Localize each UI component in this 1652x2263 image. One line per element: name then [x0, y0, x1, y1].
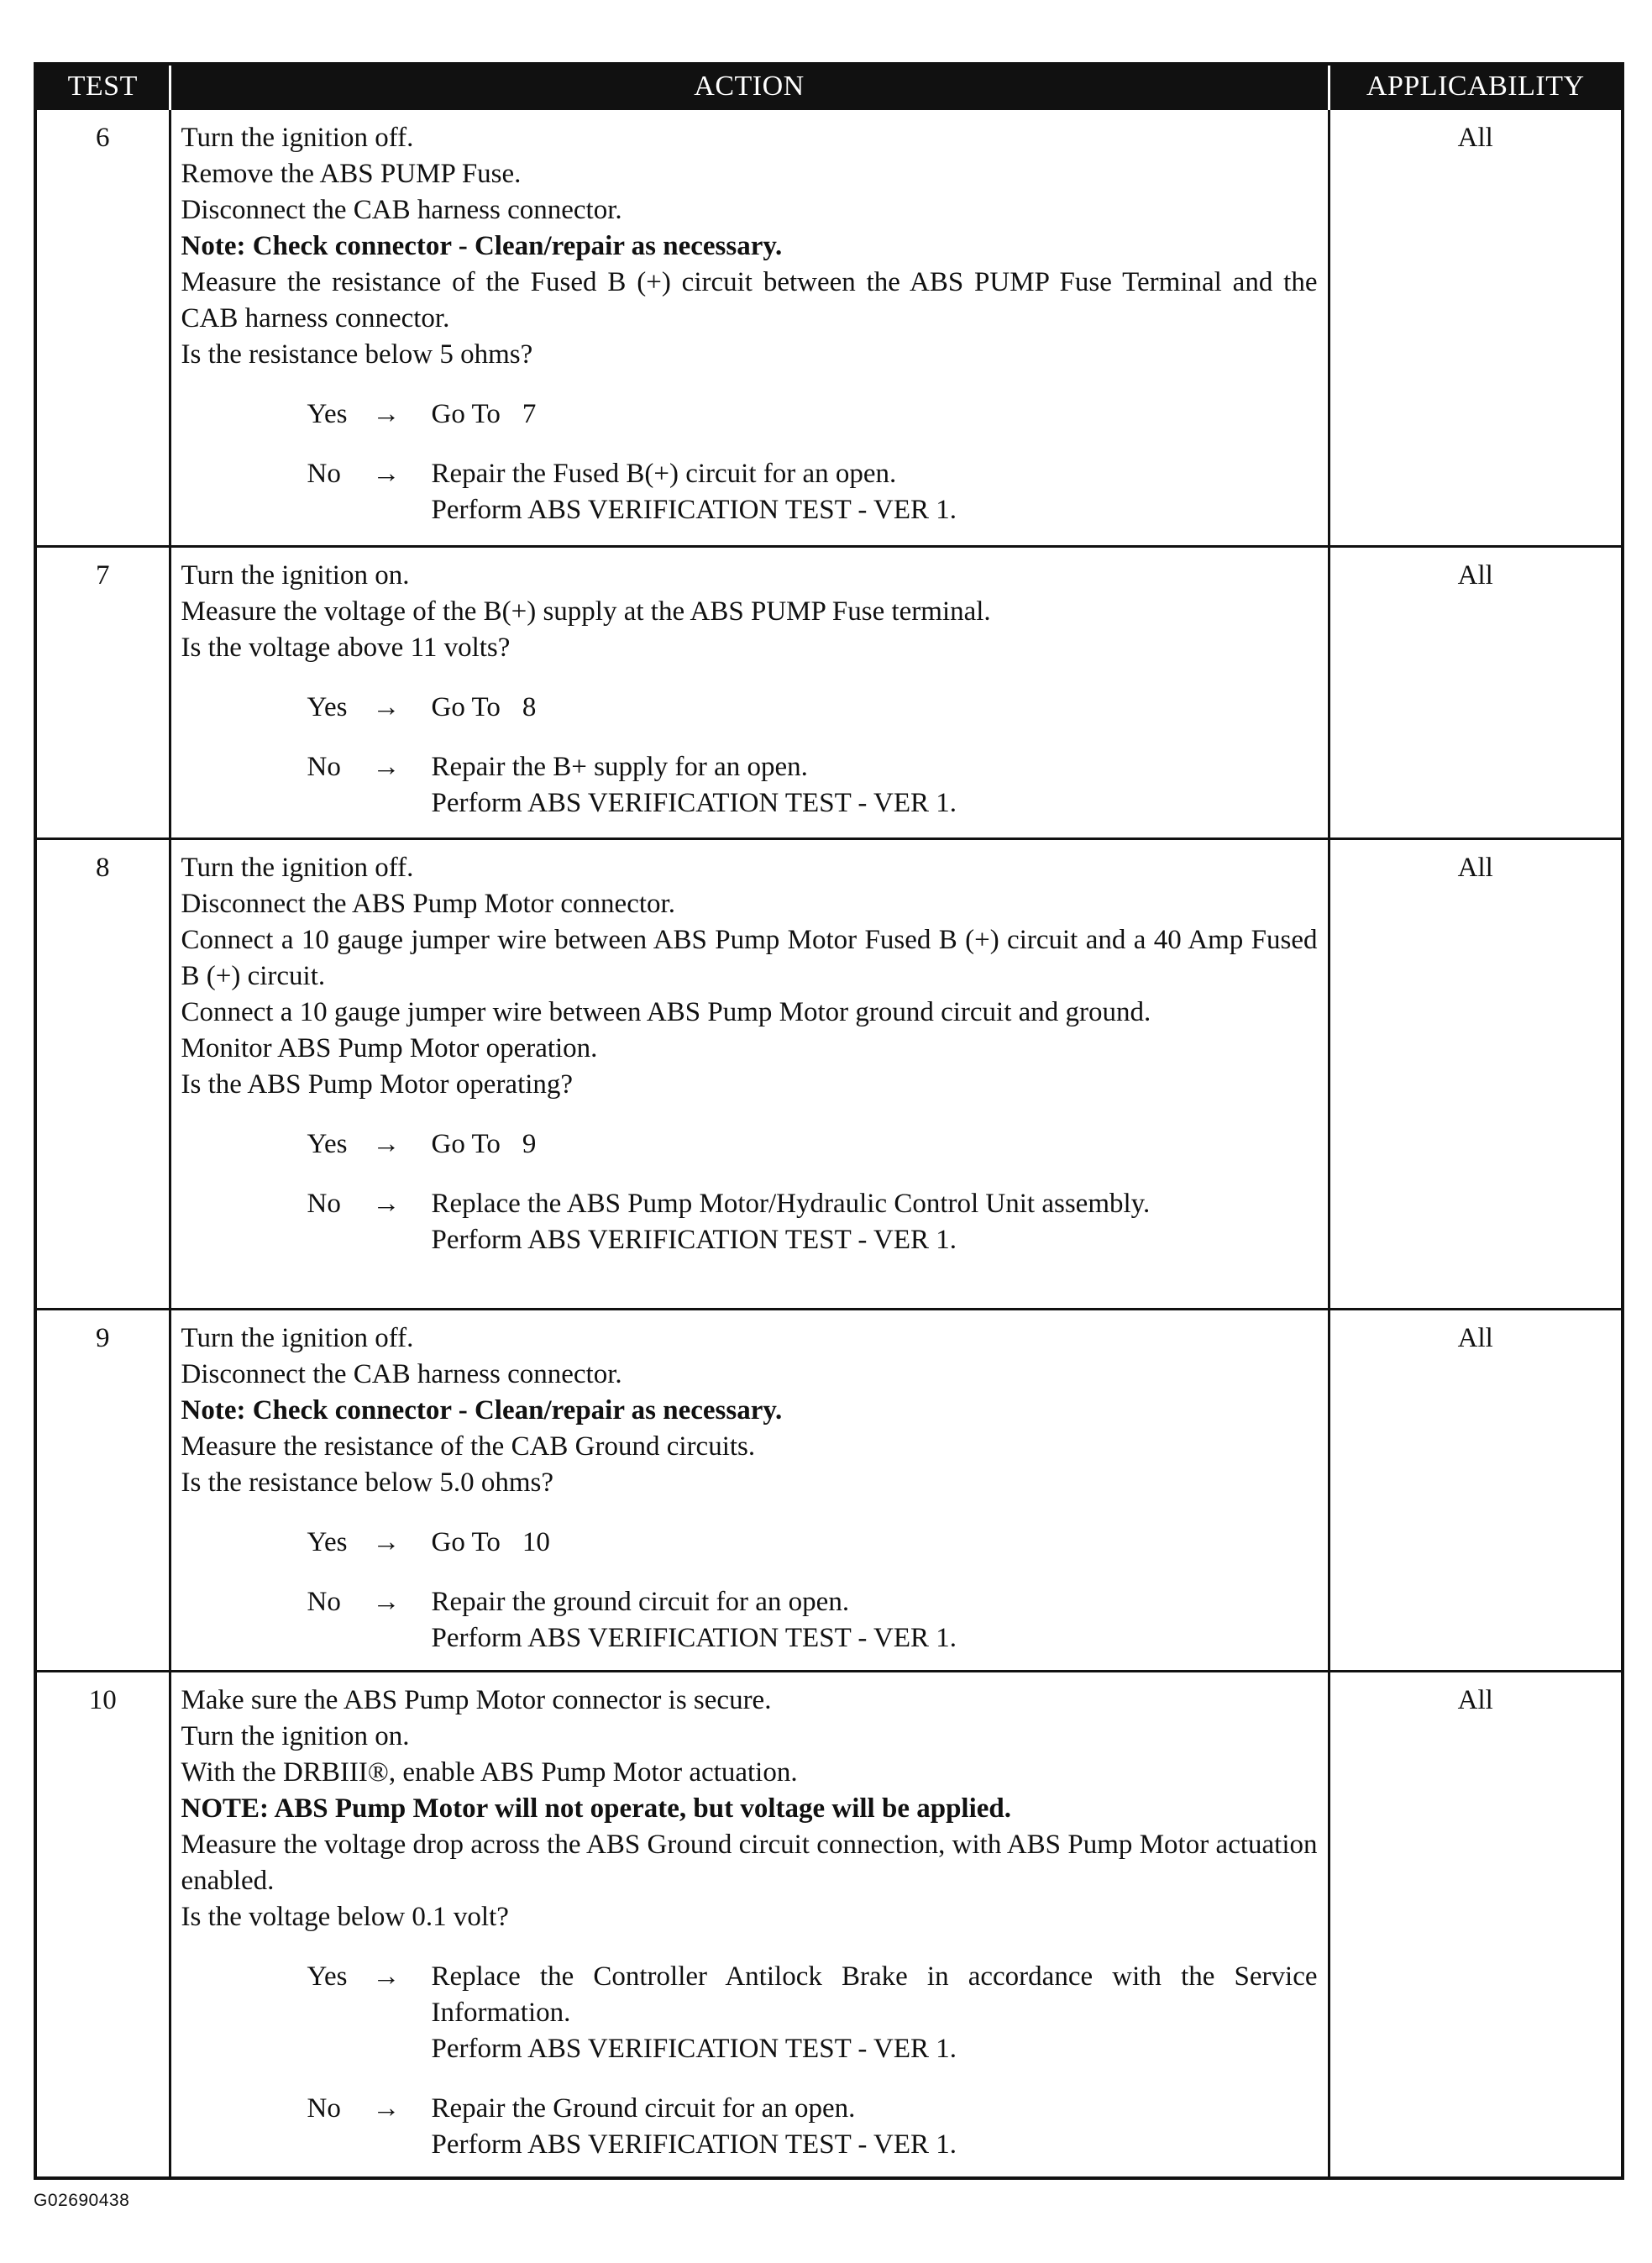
arrow-icon: →	[372, 1189, 401, 1219]
action-step: Connect a 10 gauge jumper wire between ABS Pump Motor Fused B (+) circuit and a 40 Amp Fused B (+) circuit.	[181, 925, 1318, 991]
result-text: Replace the Controller Antilock Brake in accordance with the Service Information.	[431, 1961, 1318, 2028]
action-step: Monitor ABS Pump Motor operation.	[181, 1033, 598, 1063]
no-option	[181, 1584, 1318, 1657]
result-text: Perform ABS VERIFICATION TEST - VER 1.	[431, 2034, 957, 2064]
figure-id: G02690438	[34, 2191, 130, 2210]
goto-target: 7	[522, 399, 537, 429]
action-cell	[170, 1310, 1329, 1672]
test-row-7	[35, 547, 1623, 839]
action-step: Disconnect the CAB harness connector.	[181, 195, 622, 225]
action-step: Turn the ignition off.	[181, 1323, 414, 1353]
action-step: Turn the ignition on.	[181, 560, 410, 591]
action-step: Remove the ABS PUMP Fuse.	[181, 159, 522, 189]
result-text: Repair the ground circuit for an open.	[431, 1587, 850, 1617]
arrow-icon: →	[372, 1961, 401, 1992]
arrow-icon: →	[372, 692, 401, 722]
result-text: Repair the Fused B(+) circuit for an open.	[431, 459, 897, 489]
test-number: 6	[35, 109, 170, 547]
question-text: Is the resistance below 5.0 ohms?	[181, 1468, 554, 1498]
action-cell	[170, 109, 1329, 547]
test-row-10	[35, 1672, 1623, 2179]
diagnostic-test-table	[34, 62, 1624, 2180]
goto-target: 8	[522, 692, 537, 722]
action-cell	[170, 1672, 1329, 2179]
result-text: Perform ABS VERIFICATION TEST - VER 1.	[431, 1225, 957, 1255]
result-text: Perform ABS VERIFICATION TEST - VER 1.	[431, 2129, 957, 2160]
no-option	[181, 2091, 1318, 2163]
no-option	[181, 1186, 1318, 1258]
yes-option	[181, 1959, 1318, 2067]
arrow-icon: →	[372, 399, 401, 429]
goto-text: Go To	[431, 1129, 501, 1159]
applicability-value: All	[1329, 547, 1623, 839]
arrow-icon: →	[372, 752, 401, 782]
test-number: 8	[35, 839, 170, 1310]
table-header	[35, 64, 1623, 109]
action-step: Disconnect the CAB harness connector.	[181, 1359, 622, 1389]
yes-label: Yes	[307, 1961, 348, 1992]
note-text: NOTE: ABS Pump Motor will not operate, but voltage will be applied.	[181, 1793, 1012, 1824]
test-number: 9	[35, 1310, 170, 1672]
question-text: Is the voltage below 0.1 volt?	[181, 1902, 509, 1932]
action-step: Disconnect the ABS Pump Motor connector.	[181, 889, 675, 919]
arrow-icon: →	[372, 1587, 401, 1617]
no-option	[181, 749, 1318, 822]
test-number: 10	[35, 1672, 170, 2179]
result-text: Perform ABS VERIFICATION TEST - VER 1.	[431, 788, 957, 818]
arrow-icon: →	[372, 459, 401, 489]
arrow-icon: →	[372, 1527, 401, 1557]
header-action: ACTION	[170, 64, 1329, 109]
result-text: Perform ABS VERIFICATION TEST - VER 1.	[431, 495, 957, 525]
test-row-9	[35, 1310, 1623, 1672]
action-step: With the DRBIII®, enable ABS Pump Motor actuation.	[181, 1757, 798, 1788]
applicability-value: All	[1329, 839, 1623, 1310]
result-text: Perform ABS VERIFICATION TEST - VER 1.	[431, 1623, 957, 1653]
yes-label: Yes	[307, 399, 348, 429]
goto-text: Go To	[431, 692, 501, 722]
test-row-8	[35, 839, 1623, 1310]
applicability-value: All	[1329, 1310, 1623, 1672]
action-step: Connect a 10 gauge jumper wire between ABS Pump Motor ground circuit and ground.	[181, 997, 1151, 1027]
no-label: No	[307, 459, 341, 489]
action-step: Measure the voltage of the B(+) supply at the ABS PUMP Fuse terminal.	[181, 596, 991, 627]
result-text: Repair the B+ supply for an open.	[431, 752, 808, 782]
question-text: Is the voltage above 11 volts?	[181, 633, 511, 663]
goto-text: Go To	[431, 1527, 501, 1557]
test-row-6	[35, 109, 1623, 547]
yes-option	[181, 690, 1318, 726]
goto-target: 10	[522, 1527, 550, 1557]
applicability-value: All	[1329, 109, 1623, 547]
header-test: TEST	[35, 64, 170, 109]
question-text: Is the resistance below 5 ohms?	[181, 339, 533, 370]
note-text: Note: Check connector - Clean/repair as necessary.	[181, 1395, 783, 1426]
action-step: Measure the voltage drop across the ABS Ground circuit connection, with ABS Pump Motor actuation enabled.	[181, 1830, 1318, 1896]
diagnostic-document	[34, 62, 1621, 2180]
yes-option	[181, 396, 1318, 433]
header-applicability: APPLICABILITY	[1329, 64, 1623, 109]
action-step: Measure the resistance of the Fused B (+) circuit between the ABS PUMP Fuse Terminal and the CAB harness connector.	[181, 267, 1318, 333]
applicability-value: All	[1329, 1672, 1623, 2179]
arrow-icon: →	[372, 1129, 401, 1159]
action-cell	[170, 547, 1329, 839]
arrow-icon: →	[372, 2093, 401, 2124]
yes-label: Yes	[307, 1527, 348, 1557]
yes-option	[181, 1126, 1318, 1163]
result-text: Repair the Ground circuit for an open.	[431, 2093, 856, 2124]
goto-text: Go To	[431, 399, 501, 429]
goto-target: 9	[522, 1129, 537, 1159]
no-label: No	[307, 1189, 341, 1219]
no-option	[181, 456, 1318, 528]
question-text: Is the ABS Pump Motor operating?	[181, 1069, 574, 1100]
no-label: No	[307, 752, 341, 782]
action-step: Turn the ignition off.	[181, 853, 414, 883]
no-label: No	[307, 2093, 341, 2124]
test-number: 7	[35, 547, 170, 839]
note-text: Note: Check connector - Clean/repair as necessary.	[181, 231, 783, 261]
yes-label: Yes	[307, 1129, 348, 1159]
action-step: Make sure the ABS Pump Motor connector is secure.	[181, 1685, 772, 1715]
action-cell	[170, 839, 1329, 1310]
action-step: Measure the resistance of the CAB Ground circuits.	[181, 1431, 756, 1462]
result-text: Replace the ABS Pump Motor/Hydraulic Control Unit assembly.	[431, 1189, 1151, 1219]
no-label: No	[307, 1587, 341, 1617]
action-step: Turn the ignition off.	[181, 123, 414, 153]
action-step: Turn the ignition on.	[181, 1721, 410, 1751]
yes-option	[181, 1525, 1318, 1561]
yes-label: Yes	[307, 692, 348, 722]
